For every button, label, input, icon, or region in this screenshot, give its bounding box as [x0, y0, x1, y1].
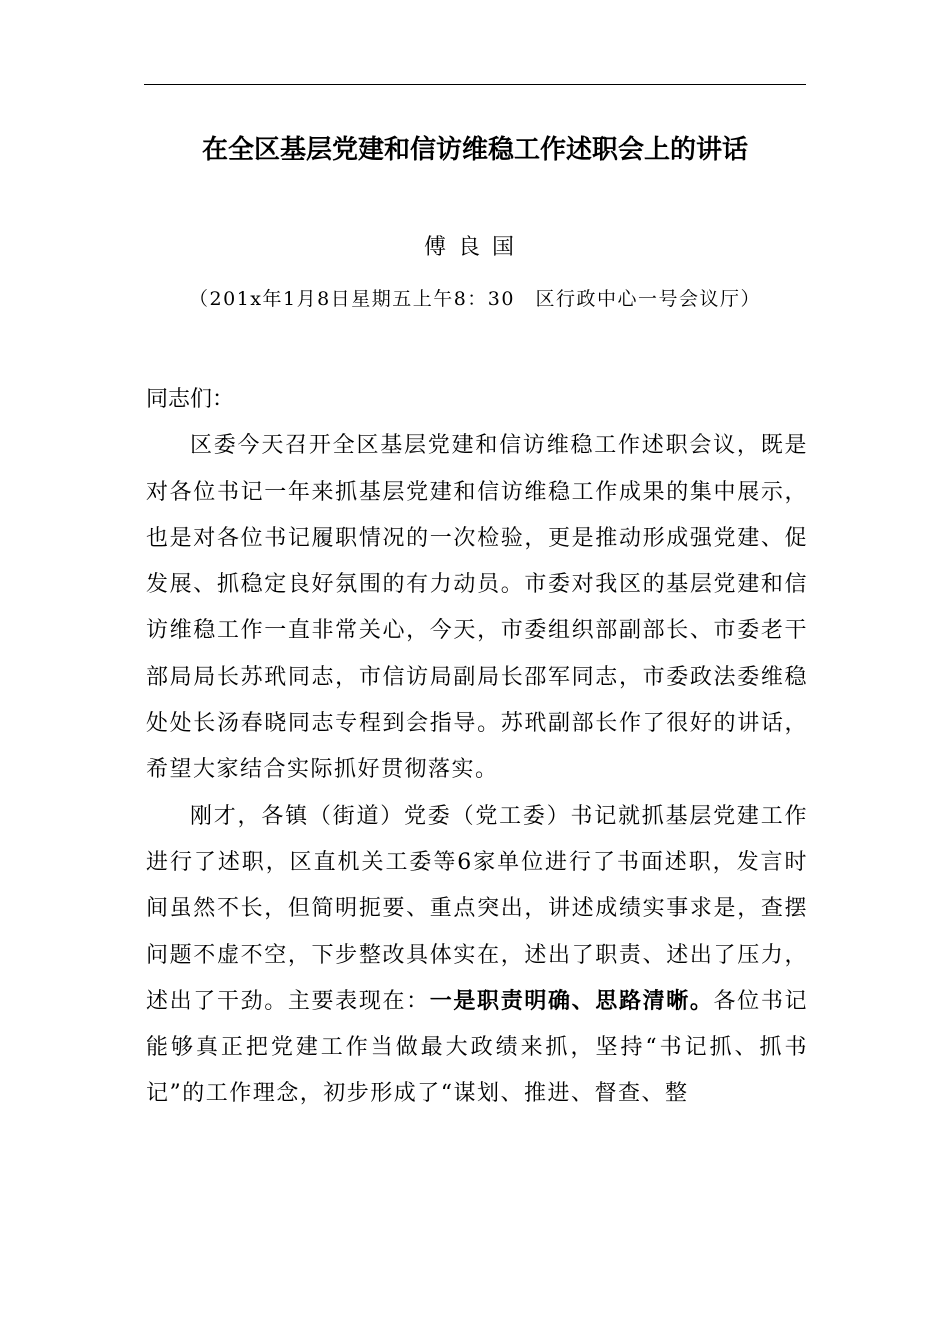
paragraph-2 — [146, 794, 808, 1118]
document-body — [146, 377, 808, 1118]
paragraph-1: 区委今天召开全区基层党建和信访维稳工作述职会议，既是对各位书记一年来抓基层党建和信访维稳工作成果的集中展示，也是对各位书记履职情况的一次检验，更是推动形成强党建、促发展、抓稳定良好氛围的有力动员。市委对我区的基层党建和信访维稳工作一直非常关心，今天，市委组织部副部长、市委老干部局局长苏玳同志，市信访局副局长邵军同志，市委政法委维稳处处长汤春晓同志专程到会指导。苏玳副部长作了很好的讲话，希望大家结合实际抓好贯彻落实。 — [146, 433, 808, 783]
paragraph-2-text-before: 刚才，各镇（街道）党委（党工委）书记就抓基层党建工作进行了述职，区直机关工委等6家单位进行了书面述职，发言时间虽然不长，但简明扼要、重点突出，讲述成绩实事求是，查摆问题不虚不空，下步整改具体实在，述出了职责、述出了压力，述出了干劲。主要表现在： — [146, 803, 808, 1014]
header-rule — [144, 84, 806, 85]
meeting-info: （201x年1月8日星期五上午8：30 区行政中心一号会议厅） — [189, 288, 761, 310]
paragraph-2-bold-point: 一是职责明确、思路清晰。 — [429, 988, 714, 1014]
salutation: 同志们： — [146, 387, 235, 412]
document-title: 在全区基层党建和信访维稳工作述职会上的讲话 — [201, 135, 748, 165]
paragraph-2-text-after: 各位书记能够真正把党建工作当做最大政绩来抓，坚持“书记抓、抓书记”的工作理念，初步形成了“谋划、推进、督查、整 — [146, 988, 808, 1107]
author-name: 傅良国 — [423, 235, 526, 260]
